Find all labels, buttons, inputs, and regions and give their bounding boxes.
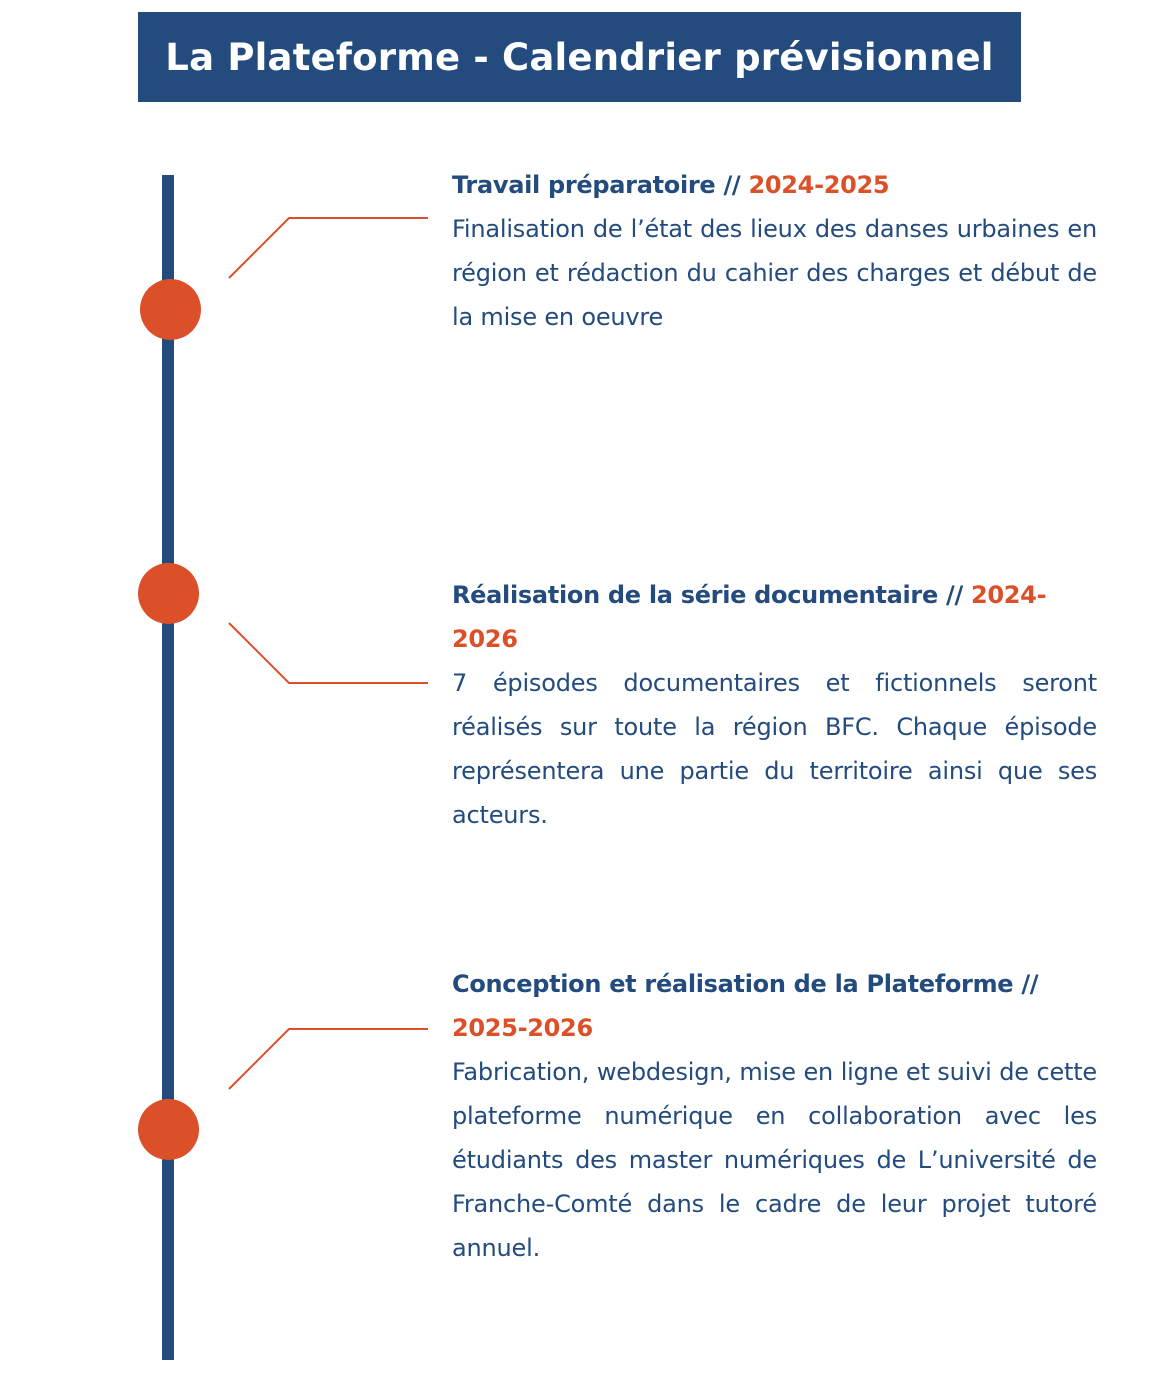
entry-heading-label: Travail préparatoire // [452,171,749,199]
entry-heading [452,962,1097,1050]
entry-heading [452,163,1097,207]
entry-body: 7 épisodes documentaires et fictionnels seront réalisés sur toute la région BFC. Chaque épisode représentera une partie du territoire ainsi que ses acteurs. [452,669,1097,829]
entry-heading [452,573,1097,661]
entry-heading-label: Conception et réalisation de la Plateforme // [452,970,1039,998]
timeline-entry-2 [452,573,1097,837]
connector-line-2 [229,623,428,683]
timeline-entry-3 [452,962,1097,1270]
entry-body: Fabrication, webdesign, mise en ligne et suivi de cette plateforme numérique en collaboration avec les étudiants des master numériques de L’université de Franche-Comté dans le cadre de leur projet tutoré annuel. [452,1058,1097,1262]
timeline-entry-1 [452,163,1097,339]
timeline-dot-3 [138,1099,199,1160]
entry-body: Finalisation de l’état des lieux des danses urbaines en région et rédaction du cahier des charges et début de la mise en oeuvre [452,215,1097,331]
timeline-dot-2 [138,563,199,624]
page-title: La Plateforme - Calendrier prévisionnel [165,35,994,79]
timeline-line [162,175,174,1360]
entry-date: 2024-2026 [452,581,1047,653]
connector-line-1 [229,218,428,278]
entry-heading-label: Réalisation de la série documentaire // [452,581,971,609]
connector-line-3 [229,1029,428,1089]
entry-date: 2024-2025 [748,171,890,199]
entry-date: 2025-2026 [452,1014,593,1042]
timeline-dot-1 [140,279,201,340]
title-banner [138,12,1021,102]
